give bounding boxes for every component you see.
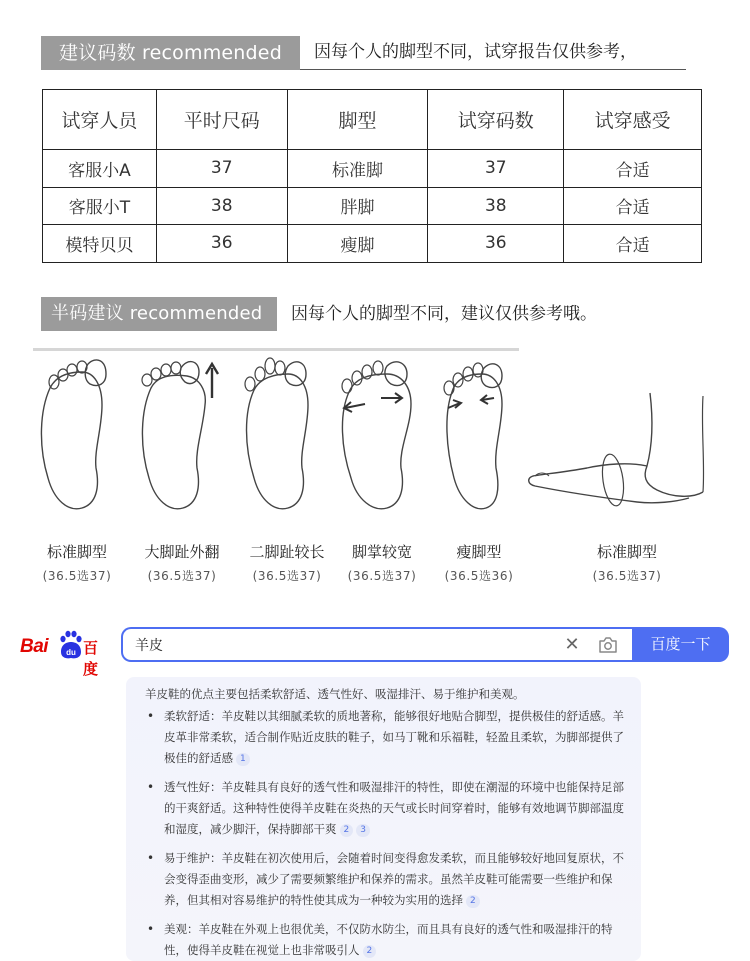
- citation-badge[interactable]: 2: [340, 824, 354, 837]
- table-header: 试穿码数: [428, 90, 564, 150]
- search-button[interactable]: 百度一下: [632, 627, 729, 662]
- citation-badge[interactable]: 2: [363, 945, 377, 958]
- table-cell: 36: [156, 225, 287, 263]
- camera-icon[interactable]: [598, 636, 618, 654]
- half-size-header: [41, 297, 639, 331]
- foot-long-second-toe-illustration: [238, 350, 318, 515]
- table-cell: 模特贝贝: [43, 225, 157, 263]
- ai-answer-card: [126, 677, 641, 961]
- foot-size-advice: (36.5选37): [347, 569, 417, 583]
- citation-badge[interactable]: 3: [356, 824, 370, 837]
- citation-badge[interactable]: 2: [466, 895, 480, 908]
- citation-badge[interactable]: 1: [236, 753, 250, 766]
- list-item: [145, 777, 631, 840]
- foot-caption: [419, 541, 539, 584]
- half-size-tag: 半码建议 recommended: [41, 297, 277, 331]
- foot-size-advice: (36.5选37): [147, 569, 217, 583]
- table-cell: 38: [156, 187, 287, 225]
- foot-size-advice: (36.5选37): [252, 569, 322, 583]
- foot-type-name: 脚掌较宽: [351, 543, 412, 561]
- table-cell: 合适: [564, 225, 702, 263]
- table-cell: 36: [428, 225, 564, 263]
- foot-type-name: 瘦脚型: [456, 543, 502, 561]
- recommend-tag: 建议码数 recommended: [41, 36, 300, 70]
- foot-caption: [122, 541, 242, 584]
- table-cell: 37: [156, 150, 287, 188]
- answer-intro: 羊皮鞋的优点主要包括柔软舒适、透气性好、吸湿排汗、易于维护和美观。: [145, 687, 525, 701]
- logo-text-du: du: [66, 648, 76, 657]
- table-cell: 客服小T: [43, 187, 157, 225]
- table-header: 试穿感受: [564, 90, 702, 150]
- foot-size-advice: (36.5选37): [42, 569, 112, 583]
- baidu-logo[interactable]: [20, 628, 112, 678]
- recommend-header: [41, 36, 686, 70]
- answer-list: [145, 706, 631, 961]
- foot-narrow-illustration: [438, 350, 518, 515]
- table-cell: 37: [428, 150, 564, 188]
- list-item: [145, 919, 631, 961]
- table-cell: 38: [428, 187, 564, 225]
- table-cell: 瘦脚: [287, 225, 428, 263]
- table-header: 脚型: [287, 90, 428, 150]
- table-cell: 合适: [564, 150, 702, 188]
- foot-type-name: 大脚趾外翻: [144, 543, 220, 561]
- foot-caption: [17, 541, 137, 584]
- table-header: 试穿人员: [43, 90, 157, 150]
- table-row: [43, 225, 702, 263]
- table-row: [43, 187, 702, 225]
- search-input[interactable]: [135, 635, 535, 655]
- table-cell: 客服小A: [43, 150, 157, 188]
- list-item: [145, 848, 631, 911]
- search-box: [121, 627, 633, 662]
- foot-side-illustration: [525, 388, 710, 518]
- foot-size-advice: (36.5选37): [592, 569, 662, 583]
- foot-caption: [567, 541, 687, 584]
- table-cell: 标准脚: [287, 150, 428, 188]
- answer-point-text: 易于维护：羊皮鞋在初次使用后，会随着时间变得愈发柔软，而且能够较好地回复原状，不会变得歪曲变形，减少了需要频繁维护和保养的需求。虽然羊皮鞋可能需要一些维护和保养，但其相对容易维护的特性使其成为一种较为实用的选择: [164, 851, 624, 907]
- foot-size-advice: (36.5选36): [444, 569, 514, 583]
- answer-point-text: 透气性好：羊皮鞋具有良好的透气性和吸湿排汗的特性，即使在潮湿的环境中也能保持足部的干爽舒适。这种特性使得羊皮鞋在炎热的天气或长时间穿着时，能够有效地调节脚部温度和湿度，减少脚汗，保持脚部干爽: [164, 780, 624, 836]
- table-header-row: [43, 90, 702, 150]
- half-size-note: 因每个人的脚型不同，建议仅供参考哦。: [291, 304, 597, 324]
- recommend-note: 因每个人的脚型不同，试穿报告仅供参考，: [300, 41, 686, 70]
- logo-text-latin: Bai: [20, 636, 49, 657]
- table-cell: 胖脚: [287, 187, 428, 225]
- foot-type-name: 二脚趾较长: [249, 543, 325, 561]
- foot-wide-illustration: [335, 350, 425, 515]
- logo-text-cn: 百度: [83, 639, 99, 678]
- foot-standard-illustration: [32, 350, 112, 515]
- foot-type-name: 标准脚型: [596, 543, 657, 561]
- table-row: [43, 150, 702, 188]
- foot-type-name: 标准脚型: [46, 543, 107, 561]
- table-cell: 合适: [564, 187, 702, 225]
- answer-point-text: 柔软舒适：羊皮鞋以其细腻柔软的质地著称，能够很好地贴合脚型，提供极佳的舒适感。羊皮革非常柔软，适合制作贴近皮肤的鞋子，如马丁靴和乐福鞋，轻盈且柔软，为脚部提供了极佳的舒适感: [164, 709, 624, 765]
- close-icon[interactable]: ✕: [564, 634, 580, 655]
- paw-icon: [57, 630, 83, 660]
- answer-point-text: 美观：羊皮鞋在外观上也很优美，不仅防水防尘，而且具有良好的透气性和吸湿排汗的特性，使得羊皮鞋在视觉上也非常吸引人: [164, 922, 613, 957]
- list-item: [145, 706, 631, 769]
- table-header: 平时尺码: [156, 90, 287, 150]
- size-table: [42, 89, 702, 263]
- foot-bunion-illustration: [133, 350, 223, 515]
